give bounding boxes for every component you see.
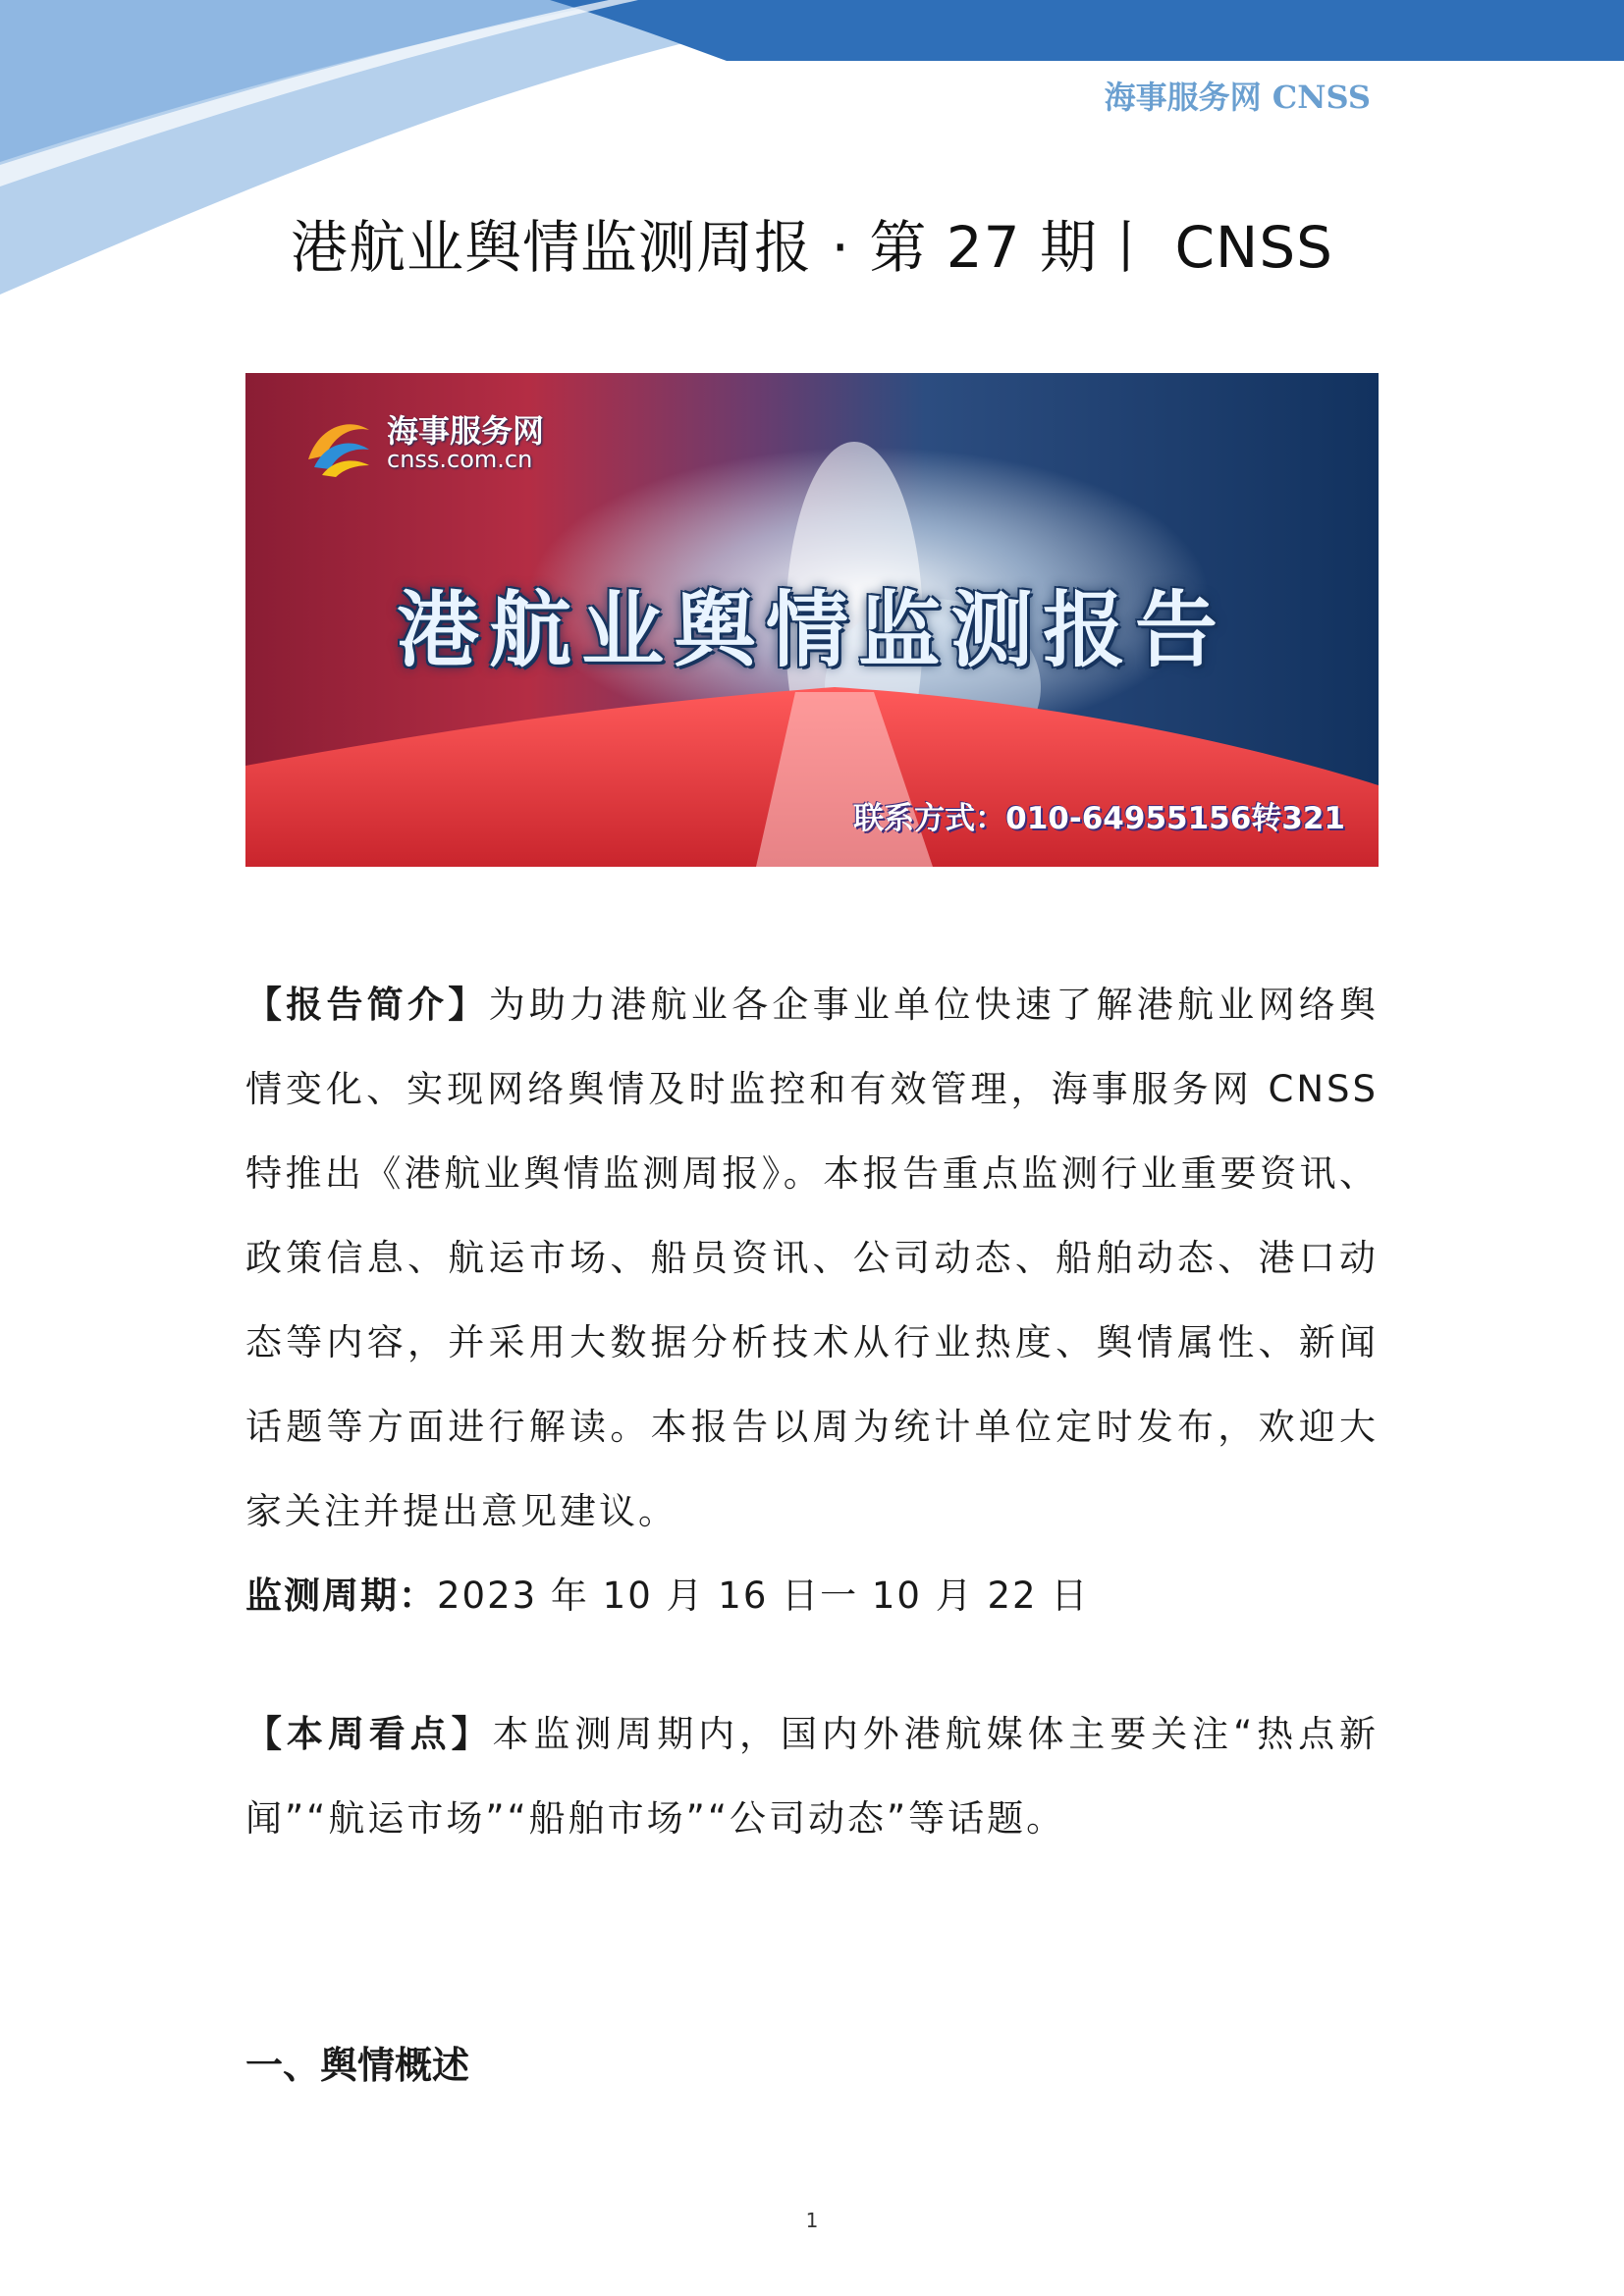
section-heading-overview: 一、舆情概述 xyxy=(245,2044,470,2087)
banner-contact: 联系方式：010-64955156转321 xyxy=(853,801,1345,836)
banner-logo-name: 海事服务网 xyxy=(387,411,545,450)
period-value: 2023 年 10 月 16 日一 10 月 22 日 xyxy=(437,1575,1090,1617)
highlights-text: 本监测周期内，国内外港航媒体主要关注“热点新闻”“航运市场”“船舶市场”“公司动态”等话题。 xyxy=(245,1713,1380,1840)
period-label: 监测周期： xyxy=(245,1575,437,1617)
report-intro xyxy=(245,963,1379,1554)
page-title: 港航业舆情监测周报 · 第 27 期丨 CNSS xyxy=(291,214,1333,281)
header-brand: 海事服务网 CNSS xyxy=(1104,79,1371,116)
banner-logo xyxy=(300,408,544,479)
page-number: 1 xyxy=(805,2209,819,2232)
cnss-wave-logo-icon xyxy=(300,408,375,479)
intro-text: 为助力港航业各企事业单位快速了解港航业网络舆情变化、实现网络舆情及时监控和有效管理，海事服务网 CNSS 特推出《港航业舆情监测周报》。本报告重点监测行业重要资讯、政策信息、航运市场、船员资讯、公司动态、船舶动态、港口动态等内容，并采用大数据分析技术从行业热度、舆情属性、新闻话题等方面进行解读。本报告以周为统计单位定时发布，欢迎大家关注并提出意见建议。 xyxy=(245,984,1380,1532)
weekly-highlights xyxy=(245,1692,1379,1861)
intro-label: 【报告简介】 xyxy=(245,984,489,1026)
highlights-label: 【本周看点】 xyxy=(245,1713,493,1755)
banner-logo-url: cnss.com.cn xyxy=(387,446,533,474)
monitoring-period xyxy=(245,1554,1089,1638)
report-banner xyxy=(245,373,1379,867)
banner-title: 港航业舆情监测报告 xyxy=(396,582,1227,678)
